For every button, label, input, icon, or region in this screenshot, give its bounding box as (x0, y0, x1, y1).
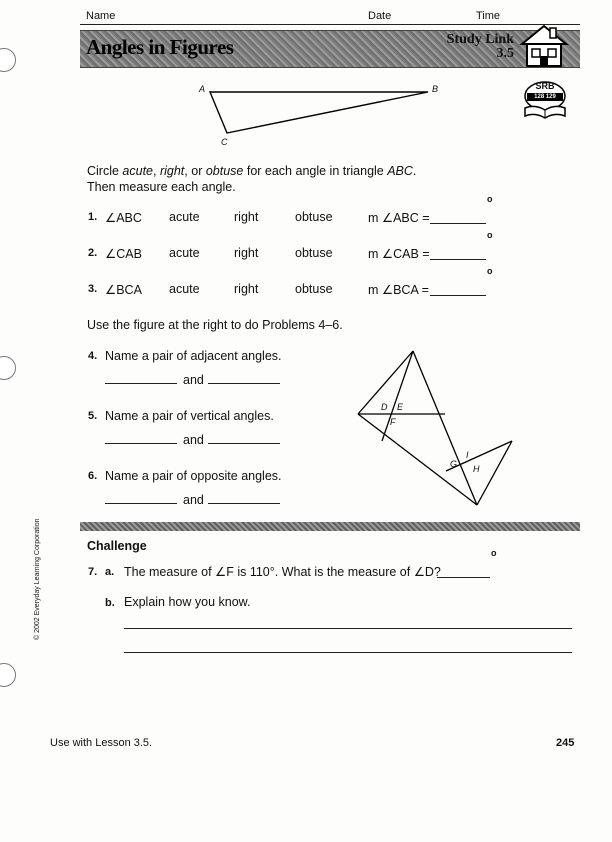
choice-obtuse[interactable]: obtuse (295, 282, 333, 296)
degree-symbol: o (487, 230, 493, 240)
page-number: 245 (556, 737, 575, 749)
degree-symbol: o (491, 548, 497, 558)
challenge-divider (80, 522, 580, 531)
and-label: and (183, 373, 204, 387)
problem-number: 6. (88, 470, 98, 482)
choice-acute[interactable]: acute (169, 210, 200, 224)
choice-acute[interactable]: acute (169, 246, 200, 260)
problem-number: 1. (88, 211, 98, 223)
problem-text: Name a pair of opposite angles. (105, 469, 282, 483)
problem-number: 4. (88, 350, 98, 362)
choice-right[interactable]: right (234, 246, 259, 260)
part-b-question: Explain how you know. (124, 595, 251, 609)
intro-obtuse: obtuse (205, 164, 244, 178)
measure-label: m ∠BCA = (368, 283, 429, 297)
intro-right: right (159, 164, 185, 178)
angle-e-label: E (397, 402, 404, 412)
challenge-heading: Challenge (87, 539, 147, 553)
angle-i-label: I (466, 450, 469, 460)
problem-number: 7. (88, 566, 98, 578)
choice-obtuse[interactable]: obtuse (295, 210, 333, 224)
angle-h-label: H (473, 464, 480, 474)
measure-label: m ∠CAB = (368, 247, 430, 261)
study-link-line2: 3.5 (496, 46, 514, 61)
vertex-b-label: B (432, 84, 439, 94)
part-a-label: a. (105, 566, 115, 578)
explanation-line-2[interactable] (124, 652, 572, 653)
instruction-problems-4-6: Use the figure at the right to do Problems 4–6. (87, 318, 343, 332)
angle-name: ∠CAB (105, 247, 142, 261)
angle-name: ∠ABC (105, 211, 142, 225)
choice-right[interactable]: right (234, 210, 259, 224)
degree-symbol: o (487, 266, 493, 276)
vertex-c-label: C (221, 137, 228, 147)
intro-text: Circle (87, 164, 123, 178)
measure-label: m ∠ABC = (368, 211, 430, 225)
intro-text: for each angle in triangle (243, 164, 388, 178)
choice-right[interactable]: right (234, 282, 259, 296)
intro-acute: acute (122, 164, 154, 178)
problem-number: 5. (88, 410, 98, 422)
srb-label: SRB (535, 81, 555, 91)
intro-triangle-name: ABC (387, 164, 413, 178)
degree-symbol: o (487, 194, 493, 204)
problem-number: 3. (88, 283, 98, 295)
lesson-reference: Use with Lesson 3.5. (50, 737, 153, 749)
choice-obtuse[interactable]: obtuse (295, 246, 333, 260)
page-title: Angles in Figures (86, 35, 234, 59)
problem-text: Name a pair of vertical angles. (105, 409, 274, 423)
angle-f-label: F (390, 417, 396, 427)
srb-pages: 128 129 (534, 94, 556, 100)
problem-text: Name a pair of adjacent angles. (105, 349, 282, 363)
intro-line-2: Then measure each angle. (87, 180, 236, 194)
problem-number: 2. (88, 247, 98, 259)
choice-acute[interactable]: acute (169, 282, 200, 296)
time-label: Time (476, 10, 501, 22)
explanation-line-1[interactable] (124, 628, 572, 629)
name-label: Name (86, 10, 116, 22)
angle-name: ∠BCA (105, 283, 142, 297)
intro-text: , (153, 164, 160, 178)
part-b-label: b. (105, 597, 115, 609)
date-label: Date (368, 10, 392, 22)
and-label: and (183, 493, 204, 507)
and-label: and (183, 433, 204, 447)
vertex-a-label: A (199, 84, 206, 94)
angle-g-label: G (450, 459, 458, 469)
intro-text: . (412, 164, 417, 178)
study-link-line1: Study Link (446, 32, 514, 47)
angle-d-label: D (381, 402, 388, 412)
part-a-answer-blank[interactable] (437, 564, 490, 578)
intro-text: , or (184, 164, 206, 178)
copyright-notice: © 2002 Everyday Learning Corporation (34, 518, 41, 640)
part-a-question: The measure of ∠F is 110°. What is the measure of ∠D? (124, 565, 441, 579)
